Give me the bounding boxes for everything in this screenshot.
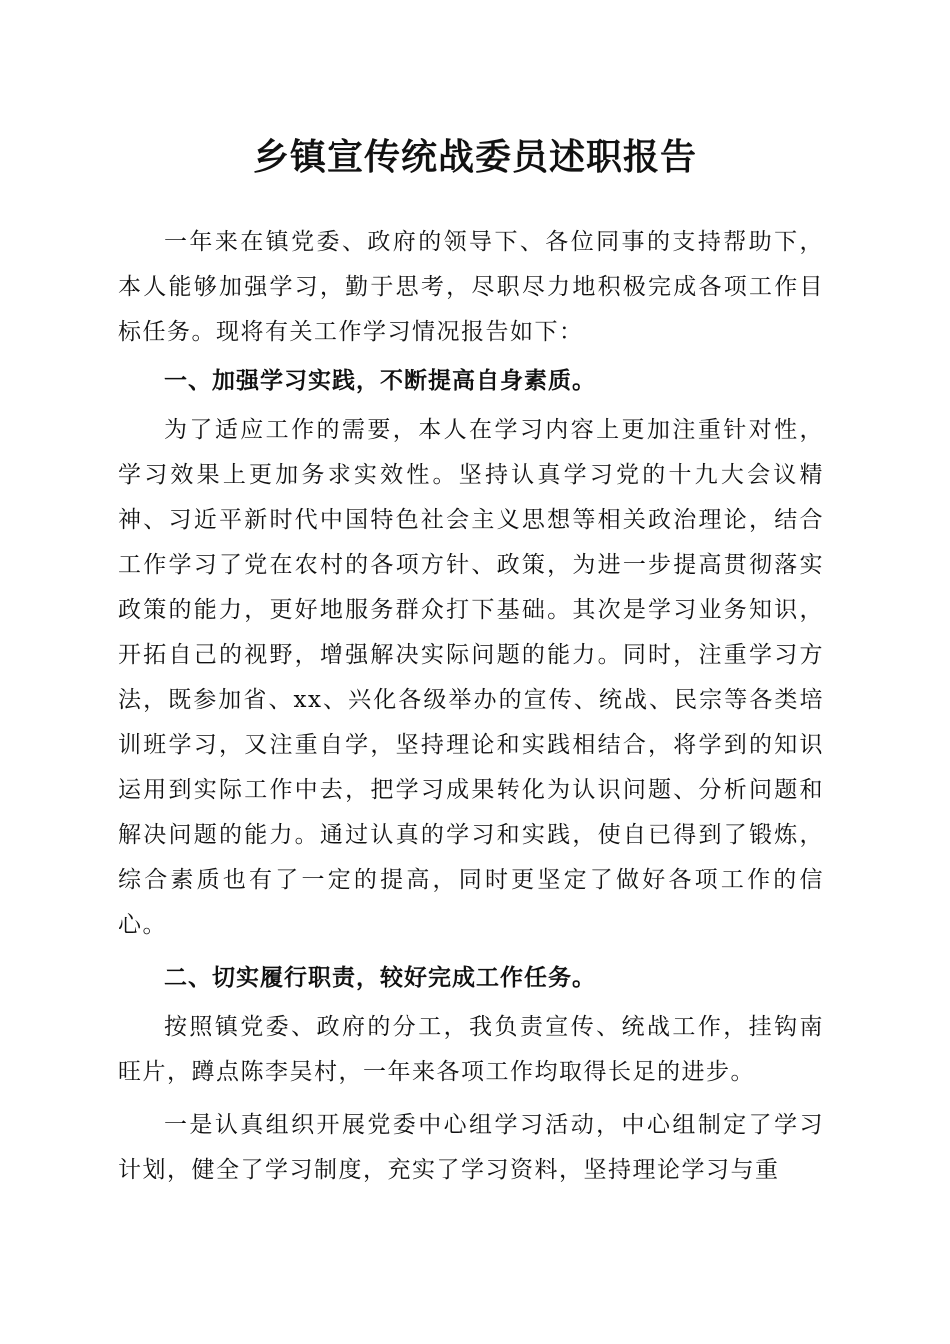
intro-paragraph: 一年来在镇党委、政府的领导下、各位同事的支持帮助下，本人能够加强学习，勤于思考，尽职尽力地积极完成各项工作目标任务。现将有关工作学习情况报告如下： <box>118 229 824 345</box>
section-2-item-1-paragraph: 一是认真组织开展党委中心组学习活动，中心组制定了学习计划，健全了学习制度，充实了学习资料，坚持理论学习与重 <box>118 1112 824 1183</box>
section-2-heading: 二、切实履行职责，较好完成工作任务。 <box>164 965 596 991</box>
section-2-paragraph: 按照镇党委、政府的分工，我负责宣传、统战工作，挂钩南旺片，蹲点陈李吴村，一年来各项工作均取得长足的进步。 <box>118 1014 824 1085</box>
section-1-paragraph: 为了适应工作的需要，本人在学习内容上更加注重针对性，学习效果上更加务求实效性。坚持认真学习党的十九大会议精神、习近平新时代中国特色社会主义思想等相关政治理论，结合工作学习了党在农村的各项方针、政策，为进一步提高贯彻落实政策的能力，更好地服务群众打下基础。其次是学习业务知识，开拓自己的视野，增强解决实际问题的能力。同时，注重学习方法，既参加省、xx、兴化各级举办的宣传、统战、民宗等各类培训班学习，又注重自学，坚持理论和实践相结合，将学到的知识运用到实际工作中去，把学习成果转化为认识问题、分析问题和解决问题的能力。通过认真的学习和实践，使自已得到了锻炼，综合素质也有了一定的提高，同时更坚定了做好各项工作的信心。 <box>118 417 824 938</box>
section-1-heading: 一、加强学习实践，不断提高自身素质。 <box>164 368 596 394</box>
document-title: 乡镇宣传统战委员述职报告 <box>252 137 697 178</box>
document-body <box>118 220 824 1193</box>
